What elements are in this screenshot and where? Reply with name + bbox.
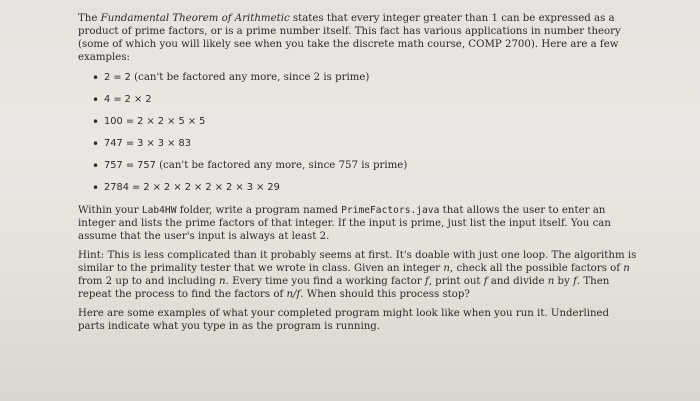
list-item [92,91,638,113]
example-expression: 100 = 2 × 2 × 5 × 5 [104,116,206,127]
instructions-text-3: that allows the user to enter an integer and lists the prime factors of that integer. If the input is prime, just list the input itself. You can assume that the user's input is always at least 2. [78,205,611,242]
instructions-text-1: Within your [78,205,142,216]
hint-text: from 2 up to and including [78,276,220,287]
hint-text: . When should this process stop? [300,289,470,300]
instructions-paragraph [78,204,638,243]
list-item [92,135,638,157]
math-var: f [483,276,488,287]
math-var: n [623,263,630,274]
hint-text: by [554,276,574,287]
list-item [92,113,638,135]
bullet-icon: • [92,115,100,129]
list-item [92,157,638,179]
list-item [92,179,638,201]
math-var: n [443,263,450,274]
hint-text: Hint: This is less complicated than it probably seems at first. It's doable with just one loop. The algorithm is similar to the primality tester that we wrote in class. Given an integer [78,250,637,274]
list-item [92,69,638,91]
theorem-name: Fundamental Theorem of Arithmetic [100,13,290,24]
example-expression: 2784 = 2 × 2 × 2 × 2 × 2 × 3 × 29 [104,182,280,193]
document-body [78,12,638,339]
bullet-icon: • [92,181,100,195]
example-expression: 757 = 757 [104,160,156,171]
examples-list [78,69,638,201]
closing-paragraph: Here are some examples of what your completed program might look like when you run it. Underlined parts indicate what you type in as the program is running. [78,308,610,332]
intro-text-1: The [78,13,101,24]
math-var: n [547,276,555,287]
math-var: n [219,276,226,287]
intro-text-2: states that every integer greater than 1 can be expressed as a product of prime factors, or is a prime number itself. This fact has various applications in number theory (some of which you will likely see when you take the discrete math course, COMP 2700). Here are a few examples: [78,13,621,63]
bullet-icon: • [92,137,100,151]
example-expression: 2 = 2 [104,72,131,83]
example-note: (can't be factored any more, since 757 is prime) [155,160,408,171]
math-var: f [573,276,577,287]
hint-text: . Every time you find a working factor [225,276,425,287]
file-name: PrimeFactors.java [341,205,440,216]
bullet-icon: • [92,159,100,173]
bullet-icon: • [92,71,100,85]
hint-text: , check all the possible factors of [449,263,624,274]
hint-text: . Then repeat the process to find the factors of [78,276,610,300]
hint-text: , print out [428,276,484,287]
math-var: f [424,276,429,287]
example-expression: 4 = 2 × 2 [104,94,152,105]
bullet-icon: • [92,93,100,107]
example-expression: 747 = 3 × 3 × 83 [104,138,191,149]
example-note: (can't be factored any more, since 2 is prime) [130,72,370,83]
intro-paragraph [78,12,638,64]
math-var: n/f [286,289,301,300]
folder-name: Lab4HW [141,205,177,216]
instructions-text-2: folder, write a program named [176,205,342,216]
hint-text: and divide [487,276,548,287]
hint-paragraph [78,249,638,301]
